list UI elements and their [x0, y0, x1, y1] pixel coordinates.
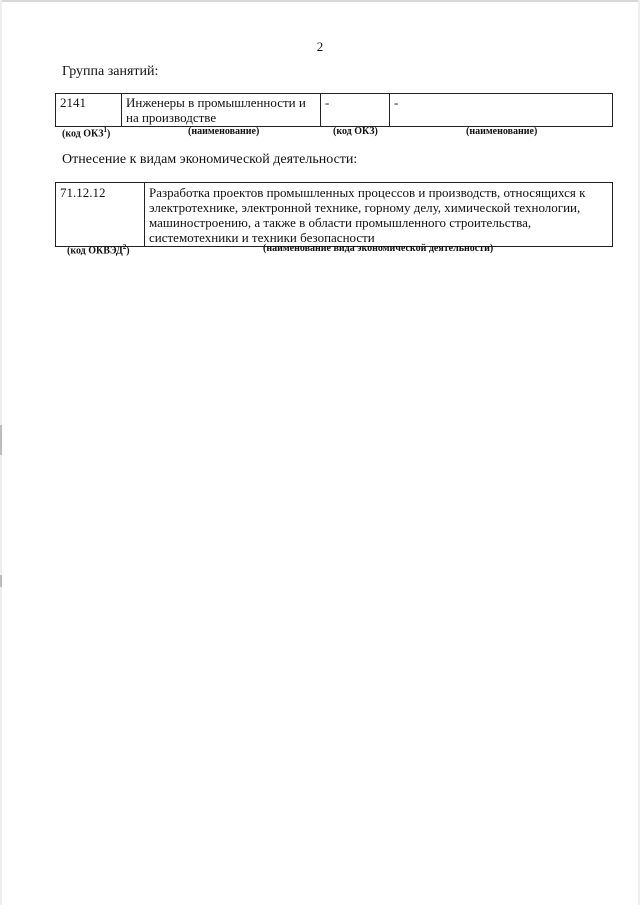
footnote-marker: 2	[122, 243, 127, 251]
okved-code-caption: (код ОКВЭД$^2$)	[67, 243, 130, 257]
okved-name-caption: (наименование вида экономической деятельности)	[263, 243, 494, 254]
okved-name-cell: Разработка проектов промышленных процессов и производств, относящихся к электротехнике, электронной технике, горному делу, химической технологии, машиностроению, а также в области промышленного строительства, системотехники и техники безопасности	[145, 183, 613, 247]
okz-name2-cell: -	[390, 94, 613, 127]
scan-mark	[0, 575, 2, 587]
economic-activity-heading: Отнесение к видам экономической деятельности:	[62, 152, 358, 167]
footnote-marker: 1	[103, 126, 108, 134]
occupation-group-heading: Группа занятий:	[62, 64, 159, 79]
okz-code2-cell: -	[321, 94, 390, 127]
okved-code-cell: 71.12.12	[56, 183, 145, 247]
okz-code2-caption: (код ОКЗ)	[333, 126, 378, 137]
table-row	[56, 94, 613, 127]
okz-code-cell: 2141	[56, 94, 122, 127]
okz-name2-caption: (наименование)	[466, 126, 538, 137]
page-number: 2	[316, 39, 324, 54]
occupation-group-table	[55, 93, 613, 127]
okz-code-caption: (код ОКЗ$^1$)	[62, 126, 111, 140]
economic-activity-table	[55, 182, 613, 247]
scan-edge-top	[0, 0, 640, 2]
table-row	[56, 183, 613, 247]
okz-name-cell: Инженеры в промышленности и на производстве	[122, 94, 321, 127]
okz-name-caption: (наименование)	[188, 126, 260, 137]
scan-mark	[0, 425, 2, 455]
